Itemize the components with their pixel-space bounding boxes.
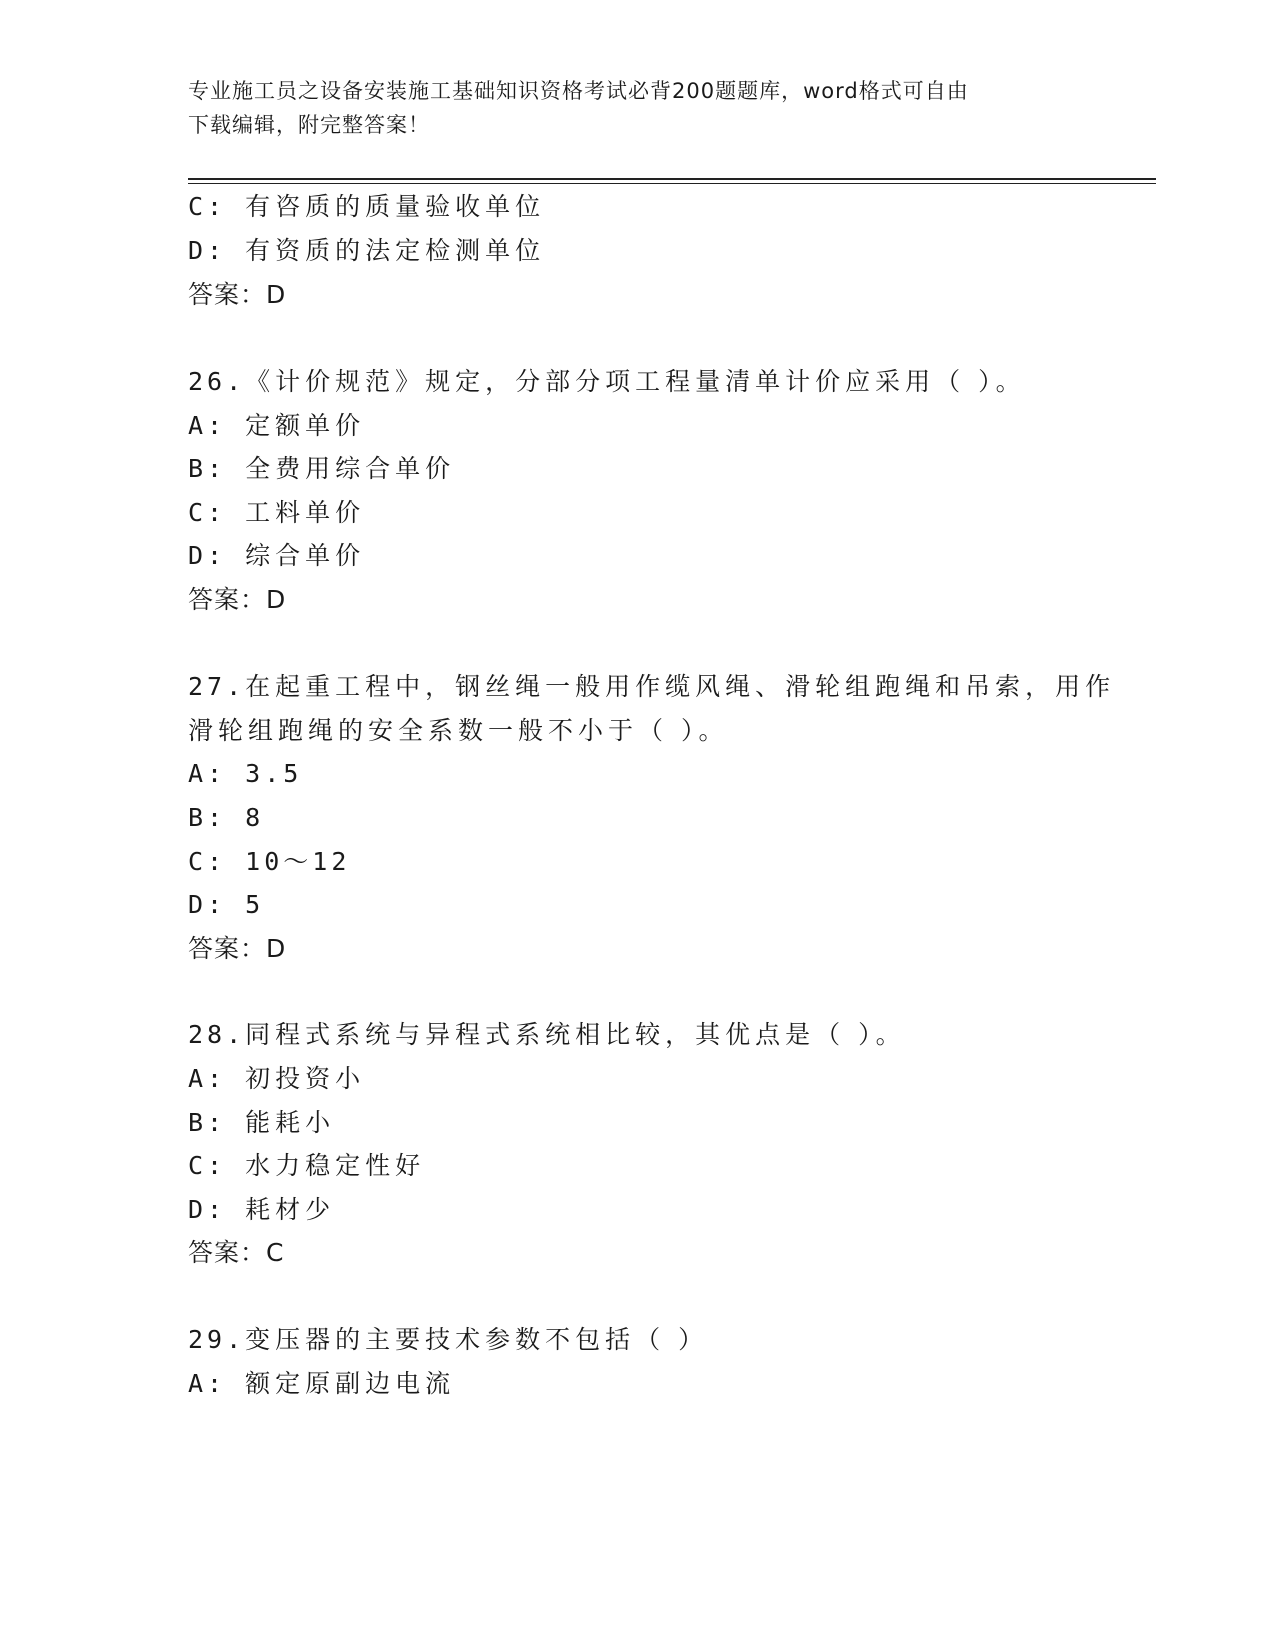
option-text: 5 (245, 890, 265, 919)
option-text: 耗材少 (245, 1195, 336, 1224)
option-text: 综合单价 (245, 541, 366, 570)
option-text: 工料单价 (245, 498, 366, 527)
option-text: 额定原副边电流 (245, 1369, 456, 1398)
option-d (188, 539, 365, 573)
option-text: 定额单价 (245, 411, 366, 440)
option-text: 能耗小 (245, 1108, 336, 1137)
option-label: A: (188, 1369, 227, 1398)
answer-line: 答案：C (188, 1238, 285, 1267)
option-text: 8 (245, 803, 265, 832)
question-29 (188, 1323, 708, 1357)
option-a (188, 757, 302, 791)
option-text: 水力稳定性好 (245, 1151, 426, 1180)
answer-line: 答案：D (188, 585, 287, 614)
option-label: D: (188, 541, 227, 570)
option-text: 初投资小 (245, 1064, 366, 1093)
header-line-2: 下载编辑，附完整答案！ (188, 113, 430, 137)
option-label: C: (188, 847, 227, 876)
question-28 (188, 1018, 906, 1052)
option-a (188, 1062, 365, 1096)
option-text: 全费用综合单价 (245, 454, 456, 483)
option-text: 有资质的法定检测单位 (245, 236, 546, 265)
document-header (188, 74, 1088, 142)
answer-line: 答案：D (188, 934, 287, 963)
option-c (188, 190, 545, 224)
option-a (188, 409, 365, 443)
option-label: D: (188, 236, 227, 265)
option-label: C: (188, 1151, 227, 1180)
question-26 (188, 365, 1026, 399)
question-27 (188, 670, 1115, 704)
option-b (188, 1106, 335, 1140)
option-text: 有咨质的质量验收单位 (245, 192, 546, 221)
question-text: 变压器的主要技术参数不包括（ ） (245, 1325, 709, 1354)
option-label: B: (188, 454, 227, 483)
option-b (188, 452, 455, 486)
option-label: B: (188, 1108, 227, 1137)
option-text: 10～12 (245, 847, 351, 876)
question-text-line-2: 滑轮组跑绳的安全系数一般不小于（ ）。 (188, 716, 729, 745)
header-line-1: 专业施工员之设备安装施工基础知识资格考试必背200题题库，word格式可自由 (188, 79, 969, 103)
option-b (188, 801, 264, 835)
question-text: 同程式系统与异程式系统相比较，其优点是（ ）。 (245, 1020, 906, 1049)
question-number: 28. (188, 1020, 246, 1049)
header-divider-thin (188, 183, 1156, 184)
answer-line: 答案：D (188, 280, 287, 309)
option-label: D: (188, 890, 227, 919)
question-number: 26. (188, 367, 246, 396)
option-label: C: (188, 498, 227, 527)
option-label: D: (188, 1195, 227, 1224)
option-d (188, 234, 545, 268)
option-label: C: (188, 192, 227, 221)
question-text-line-1: 在起重工程中，钢丝绳一般用作缆风绳、滑轮组跑绳和吊索，用作 (245, 672, 1116, 701)
option-c (188, 1149, 425, 1183)
option-c (188, 496, 365, 530)
option-c (188, 845, 350, 879)
question-27-continued (188, 714, 728, 748)
question-number: 29. (188, 1325, 246, 1354)
question-text: 《计价规范》规定，分部分项工程量清单计价应采用（ ）。 (245, 367, 1026, 396)
option-a (188, 1367, 455, 1401)
option-label: A: (188, 411, 227, 440)
question-number: 27. (188, 672, 246, 701)
option-label: A: (188, 1064, 227, 1093)
option-label: B: (188, 803, 227, 832)
option-label: A: (188, 759, 227, 788)
header-divider-thick (188, 178, 1156, 180)
option-text: 3.5 (245, 759, 303, 788)
option-d (188, 888, 264, 922)
option-d (188, 1193, 335, 1227)
